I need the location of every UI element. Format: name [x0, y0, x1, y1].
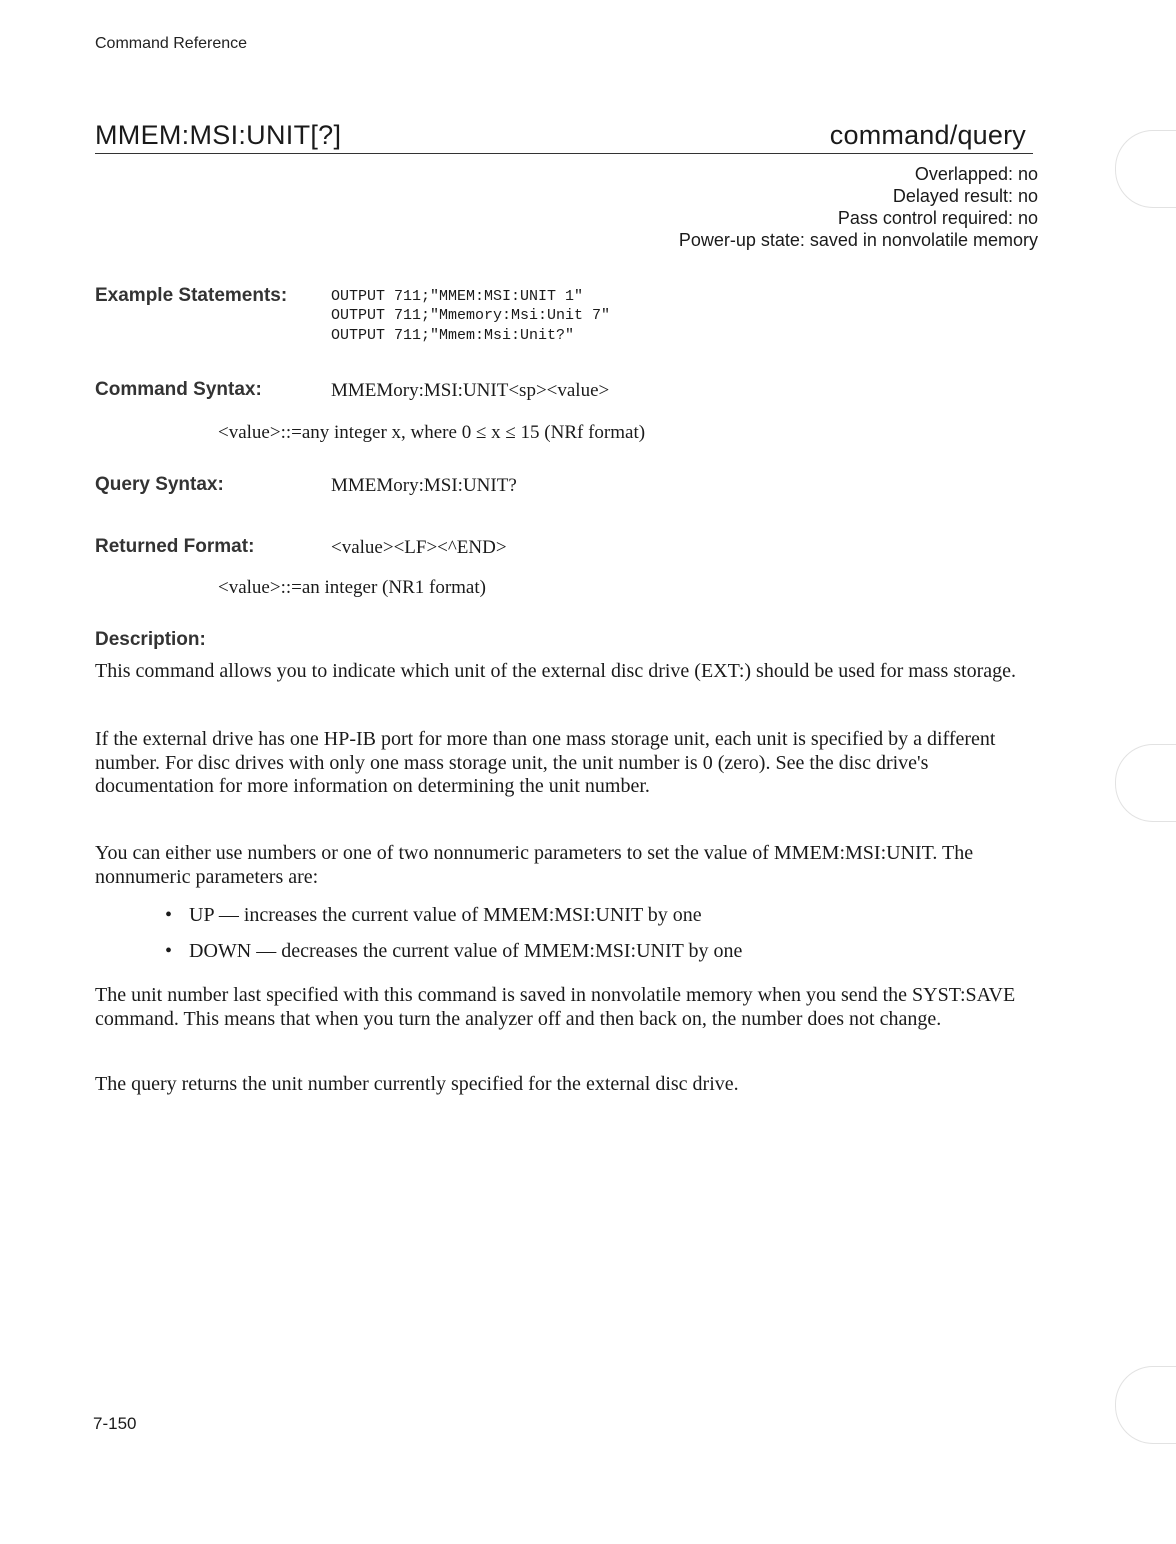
returned-format-label: Returned Format: — [95, 536, 255, 557]
attr-delayed-result: Delayed result: no — [892, 186, 1038, 206]
description-paragraph: This command allows you to indicate which unit of the external disc drive (EXT:) should be used for mass storage. — [95, 660, 1017, 682]
binder-hole-icon — [1115, 130, 1176, 208]
command-value-definition: <value>::=any integer x, where 0 ≤ x ≤ 15 (NRf format) — [218, 422, 646, 443]
attr-power-up-state: Power-up state: saved in nonvolatile memory — [678, 230, 1038, 250]
binder-hole-icon — [1115, 1366, 1176, 1444]
bullet-item-up — [165, 904, 702, 927]
command-syntax: MMEMory:MSI:UNIT<sp><value> — [331, 380, 610, 401]
description-paragraph: You can either use numbers or one of two nonnumeric parameters to set the value of MMEM:MSI:UNIT. The nonnumeric parameters are: — [95, 842, 974, 888]
bullet-text: DOWN — decreases the current value of MMEM:MSI:UNIT by one — [189, 940, 743, 962]
bullet-icon: • — [165, 940, 173, 962]
example-statement: OUTPUT 711;"Mmem:Msi:Unit?" — [331, 327, 575, 344]
returned-value-definition: <value>::=an integer (NR1 format) — [218, 577, 486, 598]
attr-overlapped: Overlapped: no — [914, 164, 1038, 184]
command-syntax-label: Command Syntax: — [95, 379, 262, 400]
query-syntax: MMEMory:MSI:UNIT? — [331, 475, 517, 496]
page-number: 7-150 — [93, 1414, 137, 1433]
running-header: Command Reference — [95, 35, 248, 52]
description-paragraph: The query returns the unit number currently specified for the external disc drive. — [95, 1073, 739, 1095]
bullet-item-down — [165, 940, 742, 963]
example-statement: OUTPUT 711;"MMEM:MSI:UNIT 1" — [331, 288, 584, 305]
bullet-text: UP — increases the current value of MMEM:MSI:UNIT by one — [189, 904, 702, 926]
description-label: Description: — [95, 629, 206, 650]
query-syntax-label: Query Syntax: — [95, 474, 224, 495]
description-paragraph: If the external drive has one HP-IB port for more than one mass storage unit, each unit is specified by a different number. For disc drives with only one mass storage unit, the unit number is 0 (zero). See the disc drive's documentation for more information on determining the unit number. — [95, 728, 996, 797]
description-paragraph: The unit number last specified with this command is saved in nonvolatile memory when you send the SYST:SAVE command. This means that when you turn the analyzer off and then back on, the number does not change. — [95, 984, 1016, 1030]
command-type: command/query — [829, 120, 1026, 150]
example-statement: OUTPUT 711;"Mmemory:Msi:Unit 7" — [331, 307, 611, 324]
bullet-icon: • — [165, 904, 173, 926]
returned-format: <value><LF><^END> — [331, 537, 507, 558]
binder-hole-icon — [1115, 744, 1176, 822]
title-rule — [95, 153, 1033, 154]
attr-pass-control: Pass control required: no — [837, 208, 1038, 228]
example-statements-label: Example Statements: — [95, 285, 288, 306]
command-title: MMEM:MSI:UNIT[?] — [95, 120, 342, 150]
